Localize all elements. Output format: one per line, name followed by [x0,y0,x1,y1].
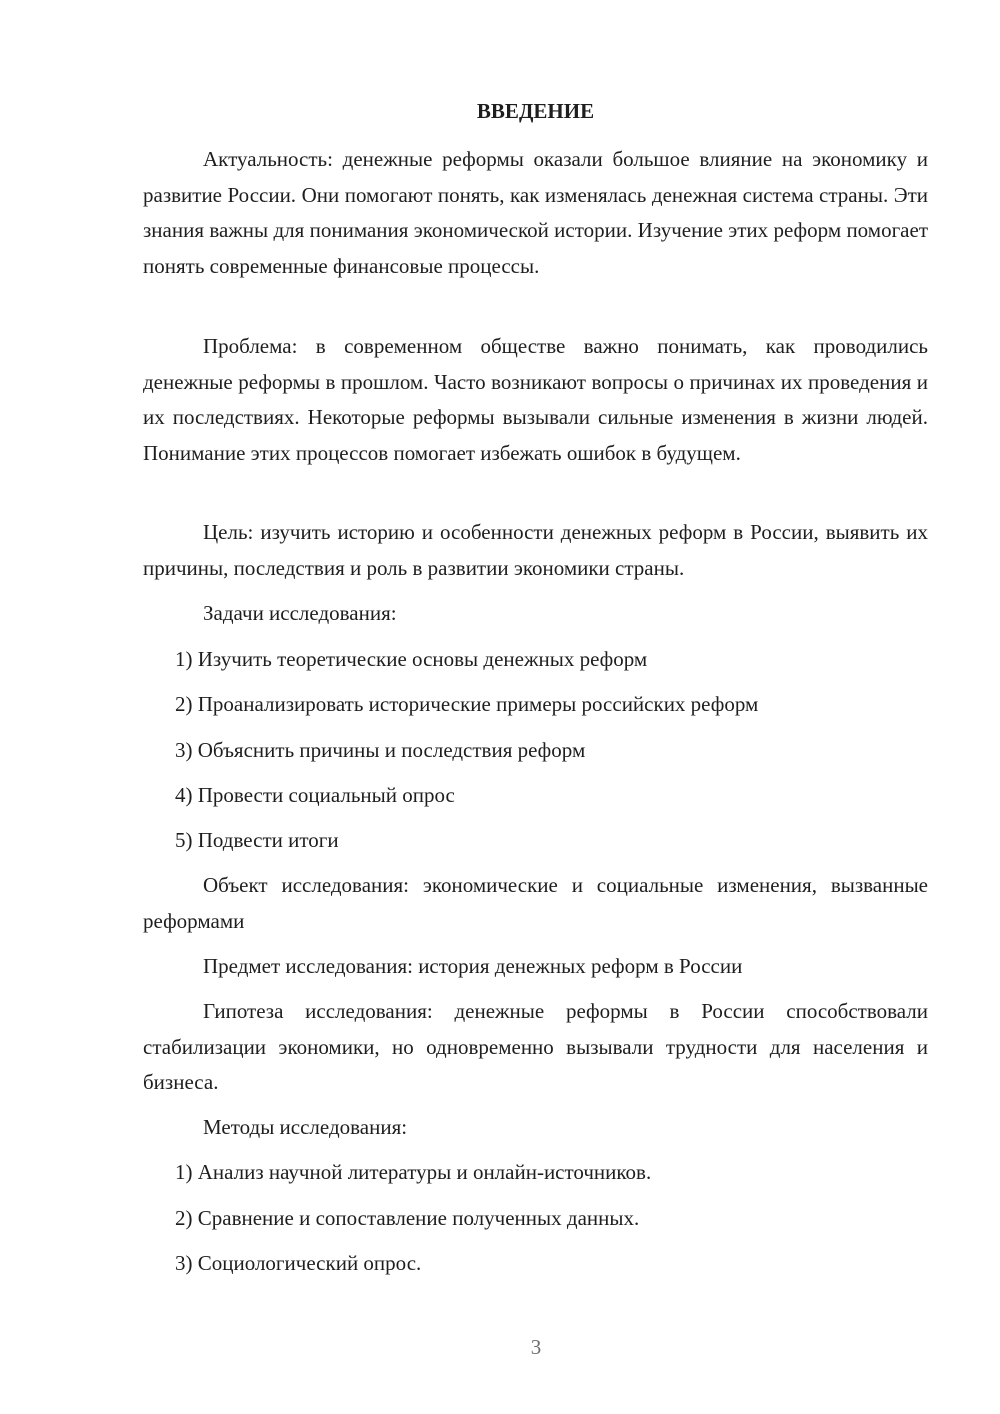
relevance-paragraph: Актуальность: денежные реформы оказали большое влияние на экономику и развитие России. Они помогают понять, как изменялась денежная система страны. Эти знания важны для понимания экономической истории. Изучение этих реформ помогает понять современные финансовые процессы. [143,147,928,278]
list-item: 2) Сравнение и сопоставление полученных данных. [175,1206,640,1230]
list-item: 1) Изучить теоретические основы денежных реформ [175,647,648,671]
list-item: 2) Проанализировать исторические примеры российских реформ [175,692,759,716]
list-item: 4) Провести социальный опрос [175,783,455,807]
page-title: ВВЕДЕНИЕ [476,99,595,123]
page-number: 3 [530,1335,542,1359]
tasks-heading: Задачи исследования: [203,601,397,625]
list-item: 3) Социологический опрос. [175,1251,422,1275]
list-item: 1) Анализ научной литературы и онлайн-источников. [175,1160,652,1184]
list-item: 5) Подвести итоги [175,828,339,852]
methods-heading: Методы исследования: [203,1115,408,1139]
list-item: 3) Объяснить причины и последствия реформ [175,738,586,762]
hypothesis-paragraph: Гипотеза исследования: денежные реформы в России способствовали стабилизации экономики, но одновременно вызывали трудности для населения и бизнеса. [143,999,928,1094]
problem-paragraph: Проблема: в современном обществе важно понимать, как проводились денежные реформы в прошлом. Часто возникают вопросы о причинах их проведения и их последствиях. Некоторые реформы вызывали сильные изменения в жизни людей. Понимание этих процессов помогает избежать ошибок в будущем. [143,334,928,465]
object-paragraph: Объект исследования: экономические и социальные изменения, вызванные реформами [143,873,928,933]
goal-paragraph: Цель: изучить историю и особенности денежных реформ в России, выявить их причины, последствия и роль в развитии экономики страны. [143,520,928,580]
subject-line: Предмет исследования: история денежных реформ в России [203,954,743,978]
